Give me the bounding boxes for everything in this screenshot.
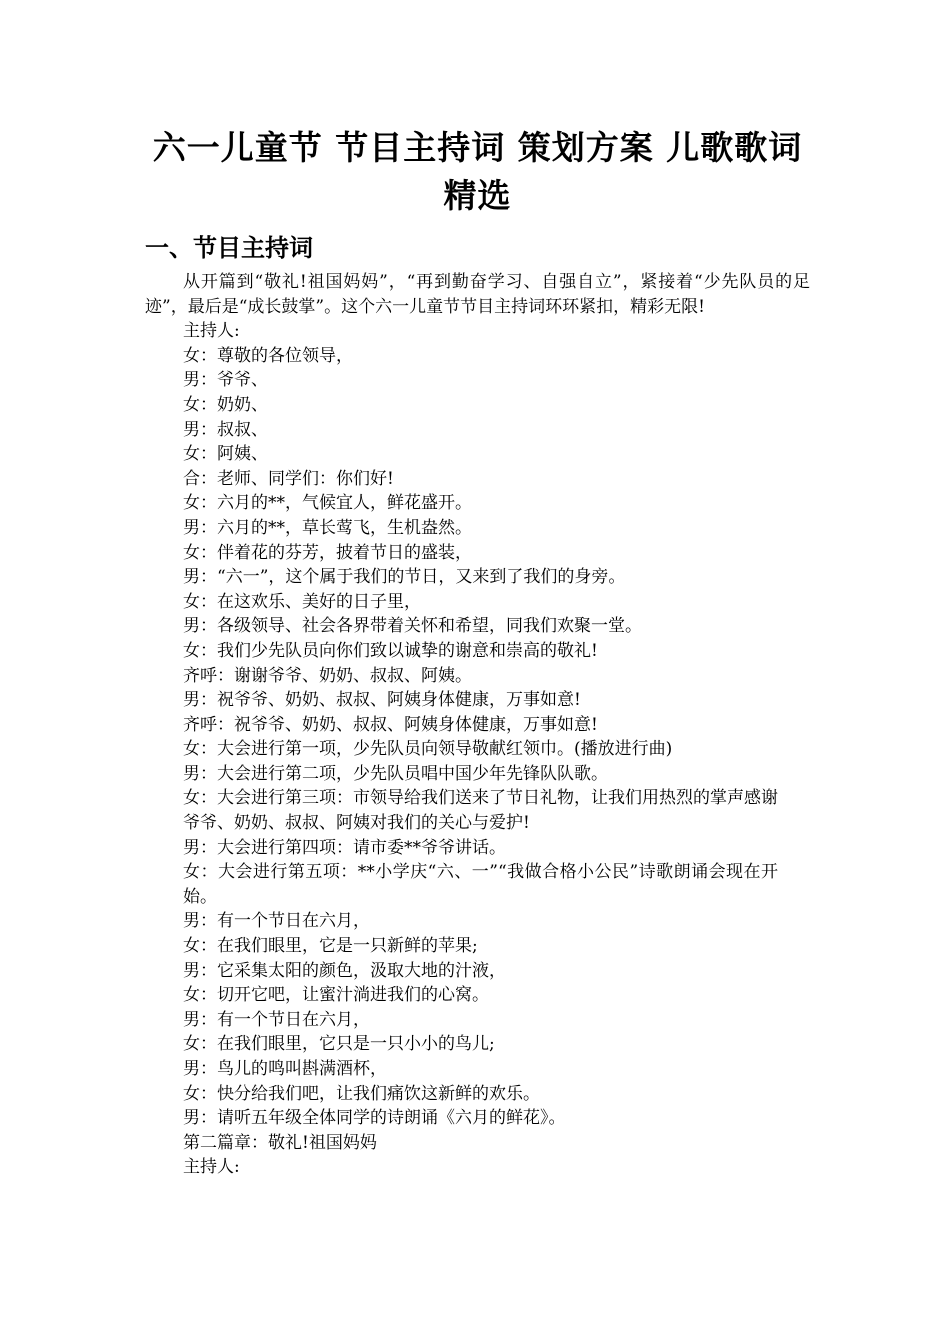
- script-line: 男：各级领导、社会各界带着关怀和希望，同我们欢聚一堂。: [183, 616, 642, 637]
- script-line: 女：在我们眼里，它只是一只小小的鸟儿;: [183, 1034, 495, 1055]
- script-line: 女：大会进行第五项：**小学庆“六、一”“我做合格小公民”诗歌朗诵会现在开始。: [183, 862, 778, 907]
- script-line: 女：大会进行第三项：市领导给我们送来了节日礼物，让我们用热烈的掌声感谢爷爷、奶奶、叔叔、阿姨对我们的关心与爱护!: [183, 788, 778, 834]
- script-line: 主持人:: [183, 321, 240, 342]
- script-line: 男：它采集太阳的颜色，汲取大地的汁液，: [183, 960, 506, 981]
- document-page: [145, 124, 810, 1180]
- script-line: 主持人:: [183, 1157, 240, 1178]
- script-line: 男：鸟儿的鸣叫斟满酒杯，: [183, 1059, 387, 1079]
- script-line: 男：大会进行第四项：请市委**爷爷讲话。: [183, 837, 506, 858]
- intro-paragraph: 从开篇到“敬礼!祖国妈妈”，“再到勤奋学习、自强自立”，紧接着“少先队员的足迹”，最后是“成长鼓掌”。这个六一儿童节节目主持词环环紧扣，精彩无限!: [145, 272, 810, 317]
- script-line: 女：伴着花的芬芳，披着节日的盛装，: [183, 542, 472, 563]
- script-line: 女：在我们眼里，它是一只新鲜的苹果;: [183, 936, 478, 957]
- script-line: 女：奶奶、: [183, 394, 268, 415]
- script-line: 男：叔叔、: [183, 419, 268, 440]
- script-line: 女：尊敬的各位领导，: [183, 345, 353, 366]
- script-line: 第二篇章：敬礼!祖国妈妈: [183, 1132, 377, 1153]
- script-line: 男：“六一”，这个属于我们的节日，又来到了我们的身旁。: [183, 567, 626, 588]
- section-heading: 一、节目主持词: [145, 234, 313, 262]
- script-line: 男：爷爷、: [183, 370, 268, 391]
- script-lines: [145, 319, 810, 1180]
- document-title: 六一儿童节 节目主持词 策划方案 儿歌歌词精选: [152, 128, 803, 215]
- script-line: 男：祝爷爷、奶奶、叔叔、阿姨身体健康，万事如意!: [183, 690, 581, 711]
- script-line: 齐呼：谢谢爷爷、奶奶、叔叔、阿姨。: [183, 665, 472, 686]
- script-line: 女：阿姨、: [183, 444, 268, 465]
- script-line: 男：六月的**，草长莺飞，生机盎然。: [183, 517, 472, 538]
- script-line: 男：大会进行第二项，少先队员唱中国少年先锋队队歌。: [183, 763, 608, 784]
- script-line: 齐呼：祝爷爷、奶奶、叔叔、阿姨身体健康，万事如意!: [183, 714, 598, 735]
- script-line: 女：切开它吧，让蜜汁淌进我们的心窝。: [183, 985, 489, 1006]
- script-line: 合：老师、同学们：你们好!: [183, 468, 394, 489]
- script-line: 女：在这欢乐、美好的日子里，: [183, 591, 421, 612]
- script-line: 男：有一个节日在六月，: [183, 911, 370, 932]
- script-line: 男：有一个节日在六月，: [183, 1009, 370, 1030]
- script-line: 男：请听五年级全体同学的诗朗诵《六月的鲜花》。: [183, 1108, 566, 1129]
- script-line: 女：快分给我们吧，让我们痛饮这新鲜的欢乐。: [183, 1083, 540, 1104]
- script-line: 女：大会进行第一项，少先队员向领导敬献红领巾。(播放进行曲): [183, 739, 673, 760]
- script-line: 女：我们少先队员向你们致以诚挚的谢意和崇高的敬礼!: [183, 640, 598, 661]
- script-line: 女：六月的**，气候宜人，鲜花盛开。: [183, 493, 472, 514]
